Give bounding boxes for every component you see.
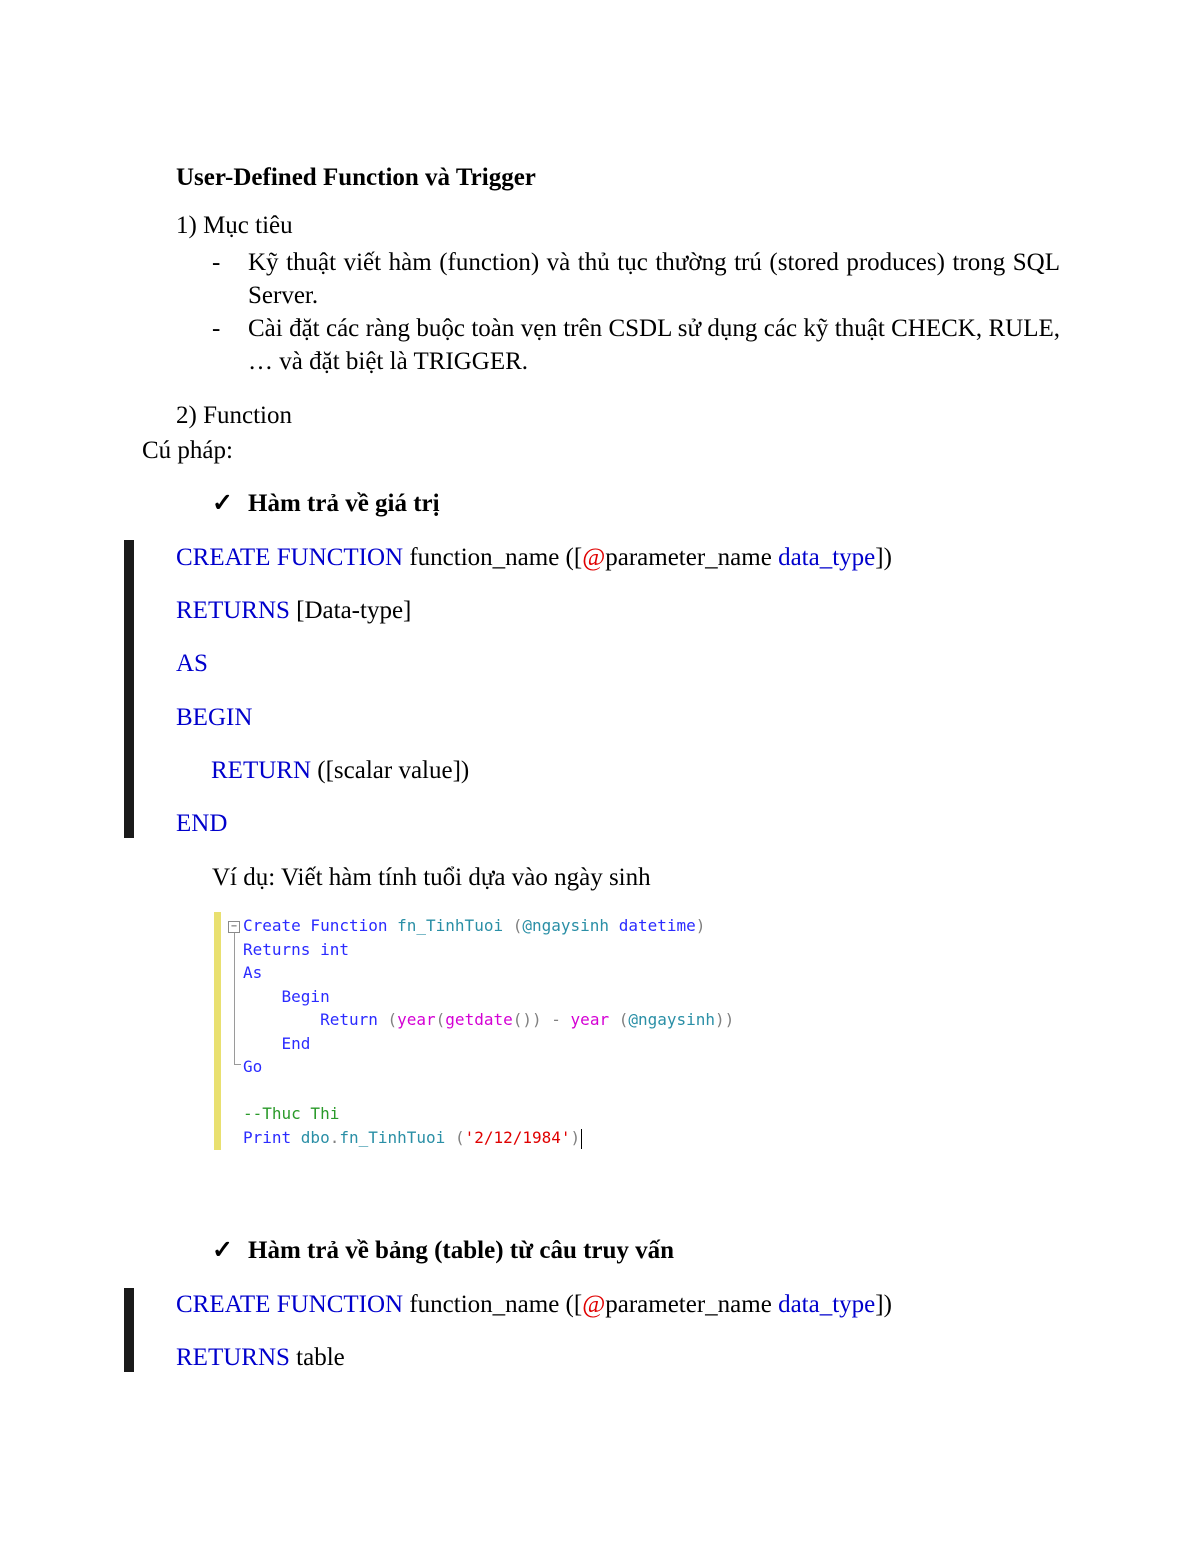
keyword: RETURN bbox=[211, 757, 311, 784]
code-line: As bbox=[243, 963, 263, 982]
collapse-icon: − bbox=[228, 921, 240, 933]
code-line: Go bbox=[243, 1057, 263, 1076]
fold-guide-end bbox=[234, 1064, 241, 1065]
objective-item: Cài đặt các ràng buộc toàn vẹn trên CSDL sử dụng các kỹ thuật CHECK, RULE, … và đặt biệt là TRIGGER. bbox=[248, 315, 1060, 375]
keyword: data_type bbox=[778, 544, 876, 571]
syntax-line bbox=[176, 702, 252, 734]
code-line: Create Function fn_TinhTuoi (@ngaysinh datetime) bbox=[243, 916, 706, 935]
syntax-line bbox=[176, 542, 892, 574]
syntax-text: ([scalar value]) bbox=[311, 757, 470, 784]
code-line: Return (year(getdate()) - year (@ngaysinh)) bbox=[320, 1010, 735, 1029]
code-line: Begin bbox=[281, 987, 330, 1006]
code-line: --Thuc Thi bbox=[243, 1104, 340, 1123]
syntax-text: parameter_name bbox=[605, 544, 779, 571]
code-line: Returns int bbox=[243, 940, 349, 959]
keyword: END bbox=[176, 810, 228, 837]
section-heading-objectives: 1) Mục tiêu bbox=[176, 212, 293, 239]
change-indicator-bar bbox=[214, 912, 221, 1150]
keyword: CREATE FUNCTION bbox=[176, 1291, 404, 1318]
code-screenshot bbox=[214, 912, 814, 1152]
syntax-text: function_name ([ bbox=[403, 1291, 583, 1318]
subsection-heading-table: Hàm trả về bảng (table) từ câu truy vấn bbox=[248, 1237, 675, 1264]
syntax-text: [Data-type] bbox=[289, 597, 412, 624]
syntax-line bbox=[211, 755, 469, 787]
at-sign: @ bbox=[582, 544, 606, 571]
syntax-text: parameter_name bbox=[605, 1291, 779, 1318]
checkmark-icon: ✓ bbox=[212, 490, 233, 517]
syntax-line bbox=[176, 648, 208, 680]
code-block-bar bbox=[124, 1288, 134, 1372]
objective-item: Kỹ thuật viết hàm (function) và thủ tục thường trú (stored produces) trong SQL Server. bbox=[248, 249, 1060, 309]
syntax-text: ]) bbox=[875, 544, 892, 571]
section-heading-function: 2) Function bbox=[176, 402, 292, 429]
code-line: End bbox=[281, 1034, 311, 1053]
at-sign: @ bbox=[582, 1291, 606, 1318]
code-line: Print dbo.fn_TinhTuoi ('2/12/1984') bbox=[243, 1128, 581, 1147]
subsection-heading-scalar: Hàm trả về giá trị bbox=[248, 490, 440, 517]
syntax-text: function_name ([ bbox=[403, 544, 583, 571]
keyword: BEGIN bbox=[176, 704, 253, 731]
keyword: data_type bbox=[778, 1291, 876, 1318]
keyword: RETURNS bbox=[176, 1344, 290, 1371]
code-block-bar bbox=[124, 540, 134, 838]
syntax-text: ]) bbox=[875, 1291, 892, 1318]
syntax-text: table bbox=[289, 1344, 345, 1371]
keyword: AS bbox=[176, 650, 208, 677]
syntax-line bbox=[176, 808, 227, 840]
keyword: RETURNS bbox=[176, 597, 290, 624]
syntax-line bbox=[176, 1342, 345, 1374]
text-caret bbox=[581, 1129, 582, 1149]
page-title: User-Defined Function và Trigger bbox=[176, 164, 536, 191]
keyword: CREATE FUNCTION bbox=[176, 544, 404, 571]
syntax-label: Cú pháp: bbox=[142, 437, 233, 464]
checkmark-icon: ✓ bbox=[212, 1237, 233, 1264]
bullet-marker: - bbox=[212, 249, 221, 276]
syntax-line bbox=[176, 1289, 892, 1321]
example-label: Ví dụ: Viết hàm tính tuổi dựa vào ngày sinh bbox=[212, 864, 651, 891]
bullet-marker: - bbox=[212, 315, 221, 342]
fold-guide bbox=[234, 933, 235, 1065]
syntax-line bbox=[176, 595, 411, 627]
